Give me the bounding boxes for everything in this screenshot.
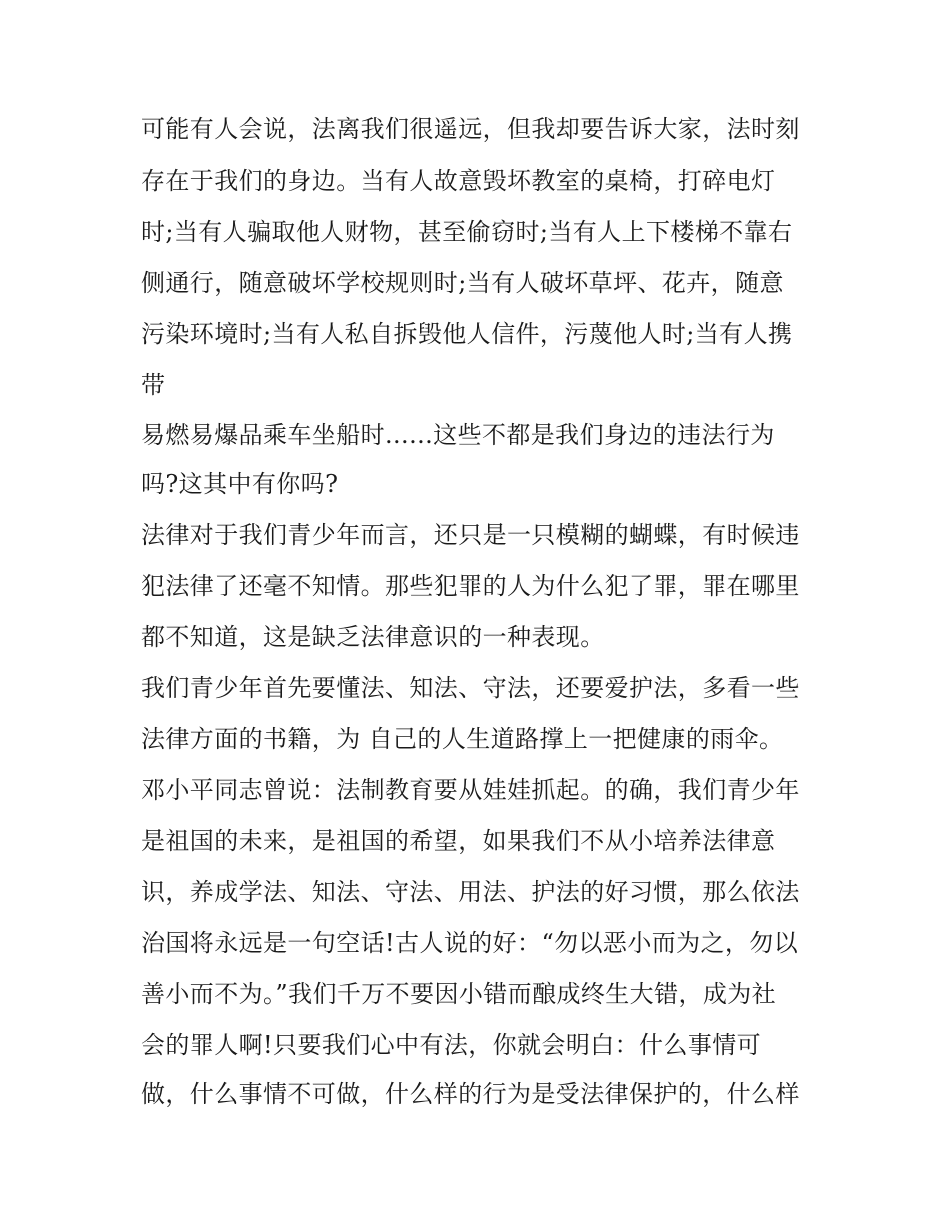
text-line: 可能有人会说，法离我们很遥远，但我却要告诉大家，法时刻: [141, 115, 800, 143]
text-line: 我们青少年首先要懂法、知法、守法，还要爱护法，多看一些: [141, 674, 800, 702]
text-line: 善小而不为。”我们千万不要因小错而酿成终生大错，成为社: [141, 980, 777, 1008]
text-line: 时;当有人骗取他人财物，甚至偷窃时;当有人上下楼梯不靠右: [141, 218, 793, 246]
text-line: 易燃易爆品乘车坐船时......这些不都是我们身边的违法行为: [141, 421, 775, 449]
text-line: 会的罪人啊!只要我们心中有法，你就会明白：什么事情可: [141, 1031, 762, 1059]
text-line: 犯法律了还毫不知情。那些犯罪的人为什么犯了罪，罪在哪里: [141, 572, 800, 600]
text-line: 侧通行，随意破坏学校规则时;当有人破坏草坪、花卉，随意: [141, 269, 784, 297]
text-line: 带: [141, 371, 166, 399]
text-line: 都不知道，这是缺乏法律意识的一种表现。: [141, 623, 605, 651]
text-line: 法律对于我们青少年而言，还只是一只模糊的蝴蝶，有时候违: [141, 521, 800, 549]
text-line: 存在于我们的身边。当有人故意毁坏教室的桌椅，打碎电灯: [141, 167, 776, 195]
text-line: 做，什么事情不可做，什么样的行为是受法律保护的，什么样: [141, 1080, 800, 1108]
text-line: 吗?这其中有你吗?: [141, 470, 339, 498]
text-line: 治国将永远是一句空话!古人说的好：“勿以恶小而为之，勿以: [141, 929, 799, 957]
text-line: 识，养成学法、知法、守法、用法、护法的好习惯，那么依法: [141, 878, 800, 906]
text-line: 邓小平同志曾说：法制教育要从娃娃抓起。的确，我们青少年: [141, 776, 800, 804]
text-line: 是祖国的未来，是祖国的希望，如果我们不从小培养法律意: [141, 827, 776, 855]
text-line: 法律方面的书籍，为 自己的人生道路撑上一把健康的雨伞。: [141, 725, 784, 753]
text-line: 污染环境时;当有人私自拆毁他人信件，污蔑他人时;当有人携: [141, 320, 793, 348]
